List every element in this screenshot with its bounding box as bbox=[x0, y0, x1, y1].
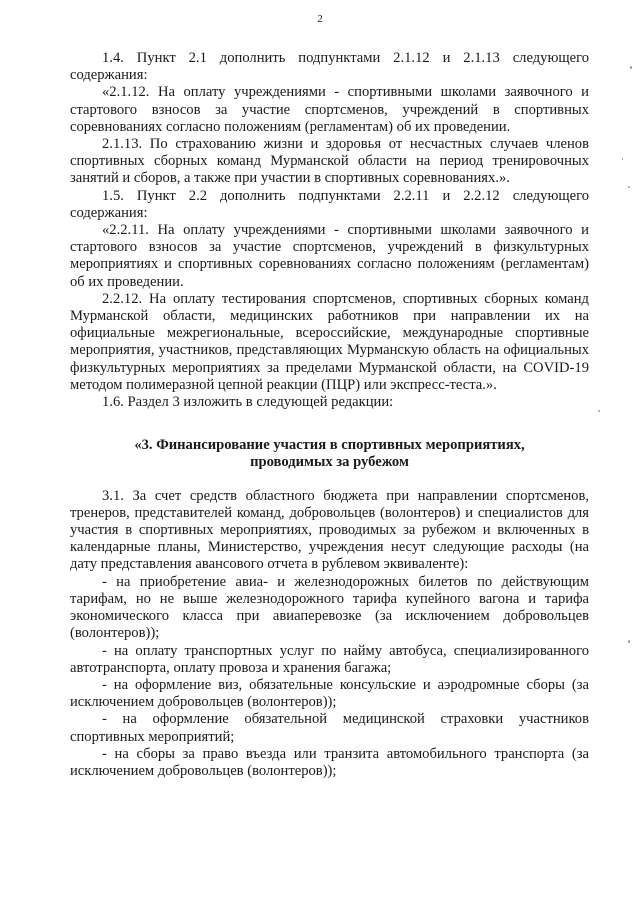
paragraph-2-1-13: 2.1.13. По страхованию жизни и здоровья от несчастных случаев членов спортивных сборных команд Мурманской области на период тренировочных занятий и сборов, а также при участии в спортивных соревнованиях.». bbox=[70, 136, 589, 187]
section-heading-line-2: проводимых за рубежом bbox=[250, 454, 409, 471]
paragraph-1-5: 1.5. Пункт 2.2 дополнить подпунктами 2.2.11 и 2.2.12 следующего содержания: bbox=[70, 187, 589, 221]
scan-speck bbox=[622, 158, 623, 160]
paragraph-1-6: 1.6. Раздел 3 изложить в следующей редакции: bbox=[102, 394, 394, 411]
list-item-transport: - на оплату транспортных услуг по найму автобуса, специализированного автотранспорта, оплату провоза и хранения багажа; bbox=[70, 642, 589, 676]
paragraph-2-2-12: 2.2.12. На оплату тестирования спортсменов, спортивных сборных команд Мурманской области, медицинских работников при направлении их на официальные межрегиональные, всероссийские, международные спортивные мероприятия, участников, представляющих Мурманскую область на официальных физкультурных мероприятиях за пределами Мурманской области, на COVID-19 методом полимеразной цепной реакции (ПЦР) или экспресс-теста.». bbox=[70, 290, 589, 393]
scan-speck bbox=[628, 186, 630, 188]
paragraph-2-2-11: «2.2.11. На оплату учреждениями - спортивными школами заявочного и стартового взносов за участие спортсменов, учреждений в физкультурных мероприятиях и спортивных соревнованиях согласно положениям (регламентам) об их проведении. bbox=[70, 222, 589, 290]
scan-speck bbox=[628, 640, 630, 643]
scan-speck bbox=[598, 410, 600, 412]
section-heading-line-1: «3. Финансирование участия в спортивных мероприятиях, bbox=[134, 437, 525, 454]
scan-speck bbox=[630, 66, 632, 69]
paragraph-3-1: 3.1. За счет средств областного бюджета при направлении спортсменов, тренеров, представителей команд, добровольцев (волонтеров) и специалистов для участия в спортивных мероприятиях, проводимых за рубежом и включенных в календарные планы, Министерство, учреждения несут следующие расходы (на дату представления авансового отчета в рублевом эквиваленте): bbox=[70, 487, 589, 573]
paragraph-1-4: 1.4. Пункт 2.1 дополнить подпунктами 2.1.12 и 2.1.13 следующего содержания: bbox=[70, 50, 589, 84]
page-number: 2 bbox=[317, 13, 323, 25]
list-item-entry-fees: - на сборы за право въезда или транзита автомобильного транспорта (за исключением добровольцев (волонтеров)); bbox=[70, 745, 589, 779]
list-item-insurance: - на оформление обязательной медицинской страховки участников спортивных мероприятий; bbox=[70, 711, 589, 745]
paragraph-2-1-12: «2.1.12. На оплату учреждениями - спортивными школами заявочного и стартового взносов за участие спортсменов, учреждений в спортивных соревнованиях согласно положениям (регламентам) об их проведении. bbox=[70, 84, 589, 135]
list-item-tickets: - на приобретение авиа- и железнодорожных билетов по действующим тарифам, но не выше железнодорожного тарифа купейного вагона и тарифа экономического класса при авиаперевозке (за исключением добровольцев (волонтеров)); bbox=[70, 573, 589, 642]
document-body bbox=[70, 50, 589, 780]
list-item-visas: - на оформление виз, обязательные консульские и аэродромные сборы (за исключением добровольцев (волонтеров)); bbox=[70, 676, 589, 711]
section-heading bbox=[70, 437, 589, 471]
